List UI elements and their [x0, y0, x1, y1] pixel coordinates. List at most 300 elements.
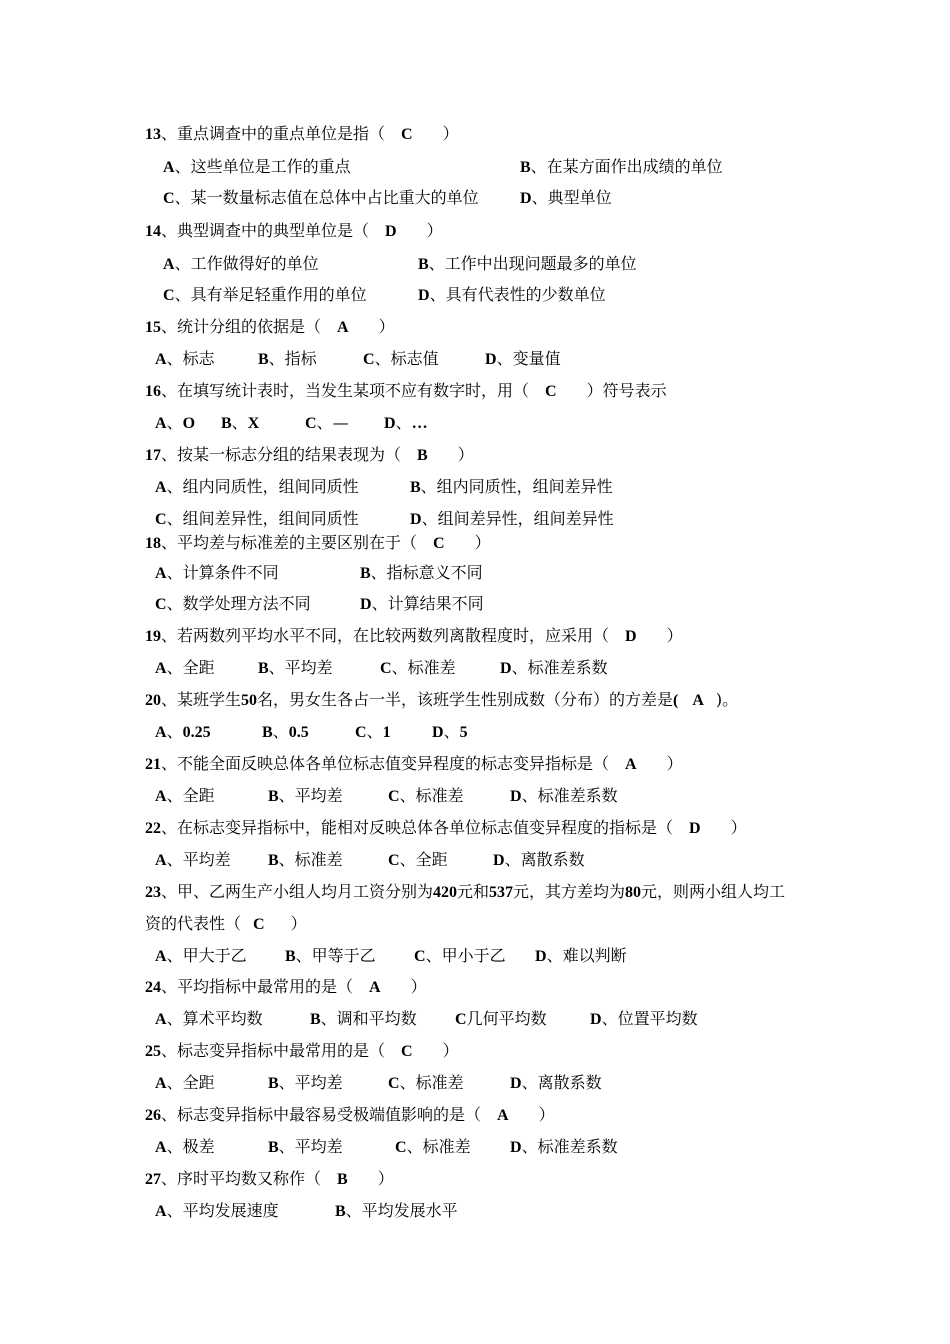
option-letter: B: [285, 948, 296, 965]
option-text: 、离散系数: [521, 1073, 602, 1092]
option-text: 、极差: [166, 1137, 215, 1156]
answer-letter: B: [337, 1171, 348, 1188]
question-text-end: ）: [474, 533, 491, 552]
option-text: 、难以判断: [546, 946, 627, 965]
option-a: [155, 850, 231, 871]
option-letter: C: [388, 788, 400, 805]
option-value: 1: [382, 724, 391, 741]
option-a: [155, 563, 279, 584]
answer-letter: D: [625, 628, 637, 645]
option-text: 、甲大于乙: [166, 946, 247, 965]
answer-letter: C: [433, 535, 445, 552]
question-stem: [145, 1169, 394, 1190]
option-text: 、计算条件不同: [166, 563, 279, 582]
option-b: [418, 254, 637, 275]
question-stem: [145, 317, 395, 338]
option-text: 、平均发展速度: [166, 1201, 279, 1220]
question-text: 、平均差与标准差的主要区别在于（: [161, 533, 418, 552]
options-row: [0, 254, 950, 274]
question-number: 22: [145, 820, 161, 837]
question-text-end: ）: [457, 445, 474, 464]
question-20: [0, 690, 950, 710]
option-a: [155, 786, 215, 807]
question-text: 、不能全面反映总体各单位标志值变异程度的标志变异指标是（: [161, 754, 610, 773]
question-17: [0, 445, 950, 465]
question-stem: [145, 754, 683, 775]
question-text-end: ）: [378, 317, 395, 336]
option-text: 、组间差异性，组间差异性: [421, 509, 614, 528]
answer-letter: C: [253, 916, 265, 933]
option-letter: D: [493, 852, 505, 869]
question-stem: [145, 381, 667, 402]
option-letter: D: [418, 287, 430, 304]
options-row: [0, 349, 950, 369]
option-b: [262, 722, 309, 743]
question-text: 、重点调查中的重点单位是指（: [161, 124, 386, 143]
option-text: 、这些单位是工作的重点: [174, 157, 351, 176]
option-text: 、组内同质性，组间同质性: [166, 477, 359, 496]
option-d: [520, 188, 612, 209]
option-a: [155, 477, 359, 498]
option-text: 、: [272, 722, 289, 741]
option-b: [360, 563, 483, 584]
question-16: [0, 381, 950, 401]
option-letter: B: [410, 479, 421, 496]
option-text: 、指标意义不同: [370, 563, 483, 582]
option-text: 、: [166, 413, 183, 432]
question-25: [0, 1041, 950, 1061]
option-b: [221, 413, 259, 434]
question-number-value: 50: [241, 692, 258, 709]
question-text: 元和: [457, 882, 490, 901]
option-letter: D: [410, 511, 422, 528]
question-26: [0, 1105, 950, 1125]
question-text-end: ）: [290, 914, 307, 933]
option-letter: B: [360, 565, 371, 582]
option-b: [268, 786, 343, 807]
option-text: 、平均差: [278, 1073, 343, 1092]
option-a: [155, 349, 215, 370]
option-a: [155, 1137, 215, 1158]
option-text: 、变量值: [496, 349, 561, 368]
option-text: 、全距: [399, 850, 448, 869]
answer-letter: C: [545, 383, 557, 400]
option-letter: C: [363, 351, 375, 368]
answer-letter: A: [692, 692, 704, 709]
question-number: 21: [145, 756, 161, 773]
option-c: [305, 413, 349, 434]
option-a: [155, 946, 247, 967]
question-text: 元，其方差均为: [513, 882, 626, 901]
bracket-open: (: [673, 692, 679, 709]
option-a: [155, 722, 211, 743]
option-b: [285, 946, 376, 967]
option-value: X: [247, 415, 260, 432]
option-text: 、标准差: [391, 658, 456, 677]
answer-letter: A: [497, 1107, 509, 1124]
answer-letter: A: [625, 756, 637, 773]
option-d: [418, 285, 606, 306]
question-stem: [145, 445, 474, 466]
question-14: [0, 221, 950, 241]
option-letter: A: [155, 565, 167, 582]
option-letter: B: [268, 788, 279, 805]
answer-letter: C: [401, 1043, 413, 1060]
option-letter: A: [155, 415, 167, 432]
option-value: 0.25: [182, 724, 211, 741]
option-text: 、标准差系数: [521, 786, 618, 805]
question-18: [0, 533, 950, 553]
option-text: 、平均差: [166, 850, 231, 869]
question-text: 、在标志变异指标中，能相对反映总体各单位标志值变异程度的指标是（: [161, 818, 674, 837]
option-letter: C: [380, 660, 392, 677]
option-letter: C: [163, 190, 175, 207]
option-b: [410, 477, 613, 498]
question-stem: [145, 977, 427, 998]
answer-letter: A: [337, 319, 349, 336]
option-text: 、某一数量标志值在总体中占比重大的单位: [174, 188, 479, 207]
option-text: 、平均发展水平: [345, 1201, 458, 1220]
question-stem-continued: [145, 914, 307, 935]
option-letter: A: [155, 479, 167, 496]
option-letter: D: [432, 724, 444, 741]
question-text: 、序时平均数又称作（: [161, 1169, 322, 1188]
option-c: [355, 722, 391, 743]
option-letter: B: [262, 724, 273, 741]
option-letter: C: [395, 1139, 407, 1156]
option-letter: B: [310, 1011, 321, 1028]
option-d: [510, 1137, 618, 1158]
option-text: 、组内同质性，组间差异性: [420, 477, 613, 496]
question-stem: [145, 626, 683, 647]
option-a: [163, 254, 319, 275]
option-b: [258, 658, 333, 679]
options-row: [0, 1201, 950, 1221]
option-letter: C: [155, 511, 167, 528]
options-row: [0, 850, 950, 870]
question-text-end: ）: [442, 1041, 459, 1060]
option-d: [384, 413, 428, 434]
option-letter: D: [500, 660, 512, 677]
option-b: [268, 850, 343, 871]
option-a: [155, 658, 215, 679]
question-22: [0, 818, 950, 838]
question-number: 15: [145, 319, 161, 336]
option-letter: B: [268, 852, 279, 869]
option-c: [388, 850, 448, 871]
option-letter: A: [155, 1011, 167, 1028]
question-stem: [145, 221, 443, 242]
options-row: [0, 413, 950, 433]
option-text: 、全距: [166, 658, 215, 677]
option-letter: D: [360, 596, 372, 613]
options-row: [0, 722, 950, 742]
option-text: 、标准差: [399, 1073, 464, 1092]
option-text: 、全距: [166, 1073, 215, 1092]
option-value: 0.5: [288, 724, 309, 741]
option-letter: B: [258, 660, 269, 677]
question-text: 、典型调查中的典型单位是（: [161, 221, 370, 240]
option-text: 、算术平均数: [166, 1009, 263, 1028]
option-letter: A: [155, 724, 167, 741]
option-a: [163, 157, 351, 178]
question-number: 20: [145, 692, 161, 709]
options-row: [0, 509, 950, 529]
option-letter: D: [510, 1139, 522, 1156]
question-text-end: ）: [666, 626, 683, 645]
question-text-end: ）: [538, 1105, 555, 1124]
question-stem: [145, 124, 459, 145]
question-text-end: ）: [377, 1169, 394, 1188]
option-text: 、平均差: [278, 786, 343, 805]
option-b: [335, 1201, 458, 1222]
question-text: 、若两数列平均水平不同，在比较两数列离散程度时，应采用（: [161, 626, 610, 645]
option-b: [258, 349, 317, 370]
option-text: 、具有代表性的少数单位: [429, 285, 606, 304]
option-letter: B: [268, 1139, 279, 1156]
question-15: [0, 317, 950, 337]
question-text-end: ）符号表示: [586, 381, 667, 400]
option-b: [520, 157, 723, 178]
options-row: [0, 563, 950, 583]
question-text: 名，男女生各占一半，该班学生性别成数（分布）的方差是: [257, 690, 674, 709]
question-24: [0, 977, 950, 997]
option-text: 、: [395, 413, 412, 432]
option-b: [268, 1137, 343, 1158]
question-stem: [145, 818, 747, 839]
question-text: 资的代表性（: [145, 914, 242, 933]
option-text: 、具有举足轻重作用的单位: [174, 285, 367, 304]
option-letter: D: [384, 415, 396, 432]
option-text: 、标准差: [399, 786, 464, 805]
question-number: 26: [145, 1107, 161, 1124]
question-text: 、平均指标中最常用的是（: [161, 977, 354, 996]
option-d: [500, 658, 608, 679]
option-letter: C: [163, 287, 175, 304]
options-row: [0, 594, 950, 614]
option-value: …: [411, 415, 428, 432]
question-number: 13: [145, 126, 161, 143]
question-number: 24: [145, 979, 161, 996]
option-value: O: [182, 415, 196, 432]
option-letter: C: [388, 852, 400, 869]
option-letter: C: [414, 948, 426, 965]
option-text: 、甲小于乙: [425, 946, 506, 965]
option-letter: A: [163, 159, 175, 176]
option-text: 、标准差: [278, 850, 343, 869]
option-text: 、平均差: [278, 1137, 343, 1156]
answer-letter: D: [689, 820, 701, 837]
options-row: [0, 1137, 950, 1157]
question-number: 16: [145, 383, 161, 400]
question-23: [0, 882, 950, 902]
question-13: [0, 124, 950, 144]
answer-letter: D: [385, 223, 397, 240]
option-value: 5: [459, 724, 468, 741]
option-letter: A: [155, 852, 167, 869]
question-text-end: ）: [666, 754, 683, 773]
option-d: [485, 349, 561, 370]
option-d: [493, 850, 585, 871]
option-c: [155, 509, 359, 530]
option-text: 、位置平均数: [601, 1009, 698, 1028]
question-text: 、在填写统计表时，当发生某项不应有数字时，用（: [161, 381, 530, 400]
option-c: [363, 349, 439, 370]
option-letter: A: [155, 948, 167, 965]
option-text: 、标准差系数: [521, 1137, 618, 1156]
question-number: 18: [145, 535, 161, 552]
option-a: [155, 1201, 279, 1222]
option-text: 、组间差异性，组间同质性: [166, 509, 359, 528]
option-letter: D: [535, 948, 547, 965]
option-text: 、标志值: [374, 349, 439, 368]
question-19: [0, 626, 950, 646]
option-text: 、标准差系数: [511, 658, 608, 677]
option-c: [414, 946, 506, 967]
option-text: 、在某方面作出成绩的单位: [530, 157, 723, 176]
options-row: [0, 1009, 950, 1029]
options-row: [0, 157, 950, 177]
option-text: 、工作做得好的单位: [174, 254, 319, 273]
option-c: [395, 1137, 471, 1158]
option-text: 、: [443, 722, 460, 741]
option-letter: B: [520, 159, 531, 176]
option-a: [155, 413, 195, 434]
question-23-continued: [0, 914, 950, 934]
option-letter: C: [355, 724, 367, 741]
option-c: [388, 1073, 464, 1094]
option-letter: C: [305, 415, 317, 432]
option-d: [432, 722, 468, 743]
option-letter: B: [418, 256, 429, 273]
option-letter: A: [155, 660, 167, 677]
question-number: 23: [145, 884, 161, 901]
option-letter: D: [520, 190, 532, 207]
question-text-end: ）: [730, 818, 747, 837]
question-21: [0, 754, 950, 774]
question-stem: [145, 1041, 459, 1062]
question-stem: [145, 1105, 555, 1126]
option-letter: B: [335, 1203, 346, 1220]
question-number-value: 537: [489, 884, 514, 901]
option-text: 、数学处理方法不同: [166, 594, 311, 613]
option-c: [163, 188, 479, 209]
option-d: [590, 1009, 698, 1030]
answer-letter: A: [369, 979, 381, 996]
option-d: [360, 594, 484, 615]
question-text: 元，则两小组人均工: [641, 882, 786, 901]
option-text: 、调和平均数: [320, 1009, 417, 1028]
option-c: [155, 594, 311, 615]
option-letter: D: [510, 788, 522, 805]
option-text: 、离散系数: [504, 850, 585, 869]
option-a: [155, 1009, 263, 1030]
question-stem: [145, 533, 491, 554]
option-c: [380, 658, 456, 679]
question-27: [0, 1169, 950, 1189]
question-number: 27: [145, 1171, 161, 1188]
question-text: 、某班学生: [161, 690, 242, 709]
option-text: 、: [231, 413, 248, 432]
option-text: 、指标: [268, 349, 317, 368]
option-text: 、计算结果不同: [371, 594, 484, 613]
options-row: [0, 188, 950, 208]
option-letter: A: [155, 1075, 167, 1092]
option-letter: D: [510, 1075, 522, 1092]
option-text: 、标准差: [406, 1137, 471, 1156]
option-c: [388, 786, 464, 807]
question-text: 、甲、乙两生产小组人均月工资分别为: [161, 882, 434, 901]
question-number: 25: [145, 1043, 161, 1060]
option-text: 、全距: [166, 786, 215, 805]
option-letter: A: [155, 1139, 167, 1156]
option-letter: A: [155, 1203, 167, 1220]
option-letter: D: [485, 351, 497, 368]
option-text: 、—: [316, 413, 349, 432]
option-text: 、: [366, 722, 383, 741]
option-d: [510, 786, 618, 807]
option-b: [310, 1009, 417, 1030]
question-text-end: ）: [426, 221, 443, 240]
option-text: 、平均差: [268, 658, 333, 677]
question-number: 14: [145, 223, 161, 240]
question-number: 19: [145, 628, 161, 645]
question-stem: [145, 882, 785, 903]
option-text: 、典型单位: [531, 188, 612, 207]
options-row: [0, 786, 950, 806]
question-text: 、统计分组的依据是（: [161, 317, 322, 336]
option-letter: D: [590, 1011, 602, 1028]
options-row: [0, 658, 950, 678]
question-text: 、标志变异指标中最容易受极端值影响的是（: [161, 1105, 482, 1124]
question-text-end: ）: [410, 977, 427, 996]
option-letter: B: [268, 1075, 279, 1092]
option-text: 、工作中出现问题最多的单位: [428, 254, 637, 273]
options-row: [0, 285, 950, 305]
answer-letter: B: [417, 447, 428, 464]
option-d: [510, 1073, 602, 1094]
question-number-value: 80: [625, 884, 642, 901]
option-text: 几何平均数: [466, 1009, 547, 1028]
option-text: 、标志: [166, 349, 215, 368]
option-letter: A: [155, 351, 167, 368]
option-letter: A: [155, 788, 167, 805]
question-text-end: ）: [442, 124, 459, 143]
options-row: [0, 1073, 950, 1093]
option-c: [455, 1009, 547, 1030]
option-letter: B: [258, 351, 269, 368]
option-d: [410, 509, 614, 530]
question-stem: [145, 690, 738, 711]
option-letter: B: [221, 415, 232, 432]
option-d: [535, 946, 627, 967]
question-text: 、标志变异指标中最常用的是（: [161, 1041, 386, 1060]
option-text: 、甲等于乙: [295, 946, 376, 965]
option-text: 、: [166, 722, 183, 741]
option-letter: C: [455, 1011, 467, 1028]
question-number-value: 420: [433, 884, 458, 901]
option-letter: C: [155, 596, 167, 613]
options-row: [0, 946, 950, 966]
option-letter: C: [388, 1075, 400, 1092]
option-b: [268, 1073, 343, 1094]
options-row: [0, 477, 950, 497]
question-number: 17: [145, 447, 161, 464]
option-c: [163, 285, 367, 306]
option-letter: A: [163, 256, 175, 273]
answer-letter: C: [401, 126, 413, 143]
option-a: [155, 1073, 215, 1094]
